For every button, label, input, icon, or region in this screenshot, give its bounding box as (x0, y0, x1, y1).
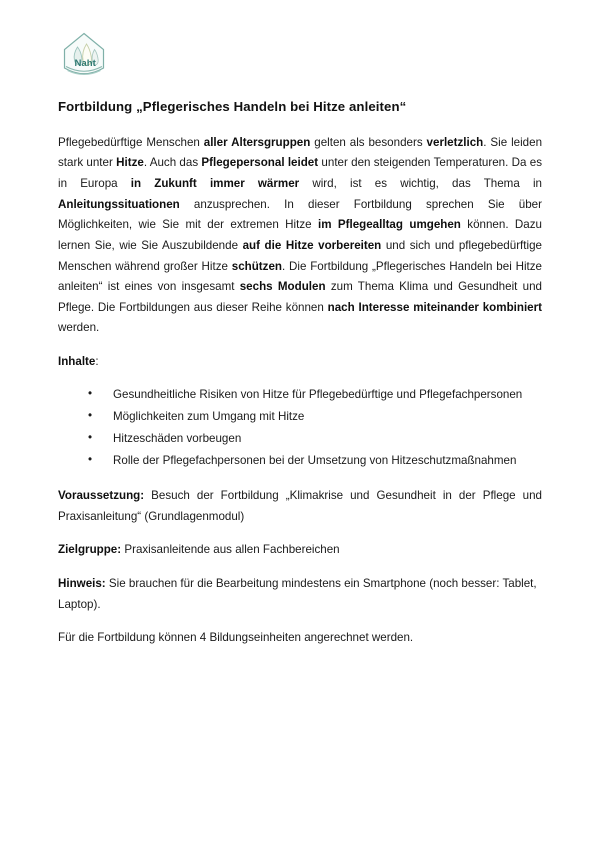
voraussetzung-label: Voraussetzung: (58, 489, 145, 503)
intro-emphasis: Pflegepersonal leidet (201, 156, 319, 170)
intro-text: werden. (58, 321, 100, 335)
inhalte-label: Inhalte (58, 355, 96, 369)
inhalte-list (58, 384, 542, 471)
inhalte-heading (58, 352, 542, 373)
intro-text: anzusprechen. In dieser Fortbildung sprechen Sie über Möglichkeiten, wie Sie mit der extremen Hitze (58, 197, 542, 232)
hinweis-label: Hinweis: (58, 576, 106, 590)
inhalte-colon: : (95, 355, 99, 369)
hinweis-text: Sie brauchen für die Bearbeitung mindestens ein Smartphone (noch besser: Tablet, Laptop). (58, 576, 537, 611)
list-item: • Gesundheitliche Risiken von Hitze für Pflegebedürftige und Pflegefachpersonen (58, 384, 542, 405)
list-item: • Rolle der Pflegefachpersonen bei der Umsetzung von Hitzeschutzmaßnahmen (58, 450, 542, 471)
voraussetzung-text: Besuch der Fortbildung „Klimakrise und Gesundheit in der Pflege und Praxisanleitung“ (Grundlagenmodul) (58, 489, 542, 523)
voraussetzung-paragraph (58, 486, 542, 527)
intro-emphasis: sechs Modulen (239, 280, 326, 294)
naht-logo-icon (58, 31, 110, 81)
intro-emphasis: im Pflegealltag umgehen (317, 218, 461, 232)
zielgruppe-text: Praxisanleitende aus allen Fachbereichen (121, 543, 340, 557)
intro-text: wird, ist es wichtig, das Thema in (299, 177, 542, 191)
intro-text: . Die Fortbildung „Pflegerisches Handeln bei Hitze anleiten“ ist eines von insgesamt (58, 259, 542, 294)
intro-emphasis: verletzlich (426, 135, 484, 149)
page-title: Fortbildung „Pflegerisches Handeln bei Hitze anleiten“ (58, 99, 407, 114)
naht-logo (58, 31, 110, 81)
intro-emphasis: in Zukunft immer wärmer (130, 177, 300, 191)
intro-emphasis: auf die Hitze vorbereiten (242, 238, 382, 252)
zielgruppe-label: Zielgruppe: (58, 543, 122, 557)
intro-emphasis: Hitze (116, 156, 144, 170)
intro-emphasis: nach Interesse miteinander kombiniert (327, 300, 542, 314)
intro-text: zum Thema Klima und Gesundheit und Pflege. Die Fortbildungen aus dieser Reihe können (58, 280, 542, 314)
list-item: • Hitzeschäden vorbeugen (58, 428, 542, 449)
closing-paragraph: Für die Fortbildung können 4 Bildungseinheiten angerechnet werden. (58, 631, 414, 645)
intro-text: . Sie leiden stark unter (58, 135, 543, 170)
intro-emphasis: aller Altersgruppen (203, 135, 311, 149)
intro-text: unter den steigenden Temperaturen. Da es in Europa (58, 156, 542, 191)
list-item: • Möglichkeiten zum Umgang mit Hitze (58, 406, 542, 427)
intro-text: können. Dazu lernen Sie, wie Sie Auszubildende (58, 218, 542, 252)
intro-text: Pflegebedürftige Menschen (58, 135, 204, 149)
hinweis-paragraph (58, 574, 542, 615)
intro-emphasis: Anleitungssituationen (58, 197, 180, 211)
intro-text: . Auch das (143, 156, 202, 170)
naht-logo-wordmark: Naht (74, 58, 96, 70)
intro-text: gelten als besonders (310, 135, 427, 149)
intro-emphasis: schützen (231, 259, 282, 273)
intro-paragraph (58, 133, 542, 339)
zielgruppe-paragraph (58, 540, 542, 561)
document-content (58, 98, 542, 649)
intro-text: und sich und pflegebedürftige Menschen während großer Hitze (58, 238, 542, 273)
